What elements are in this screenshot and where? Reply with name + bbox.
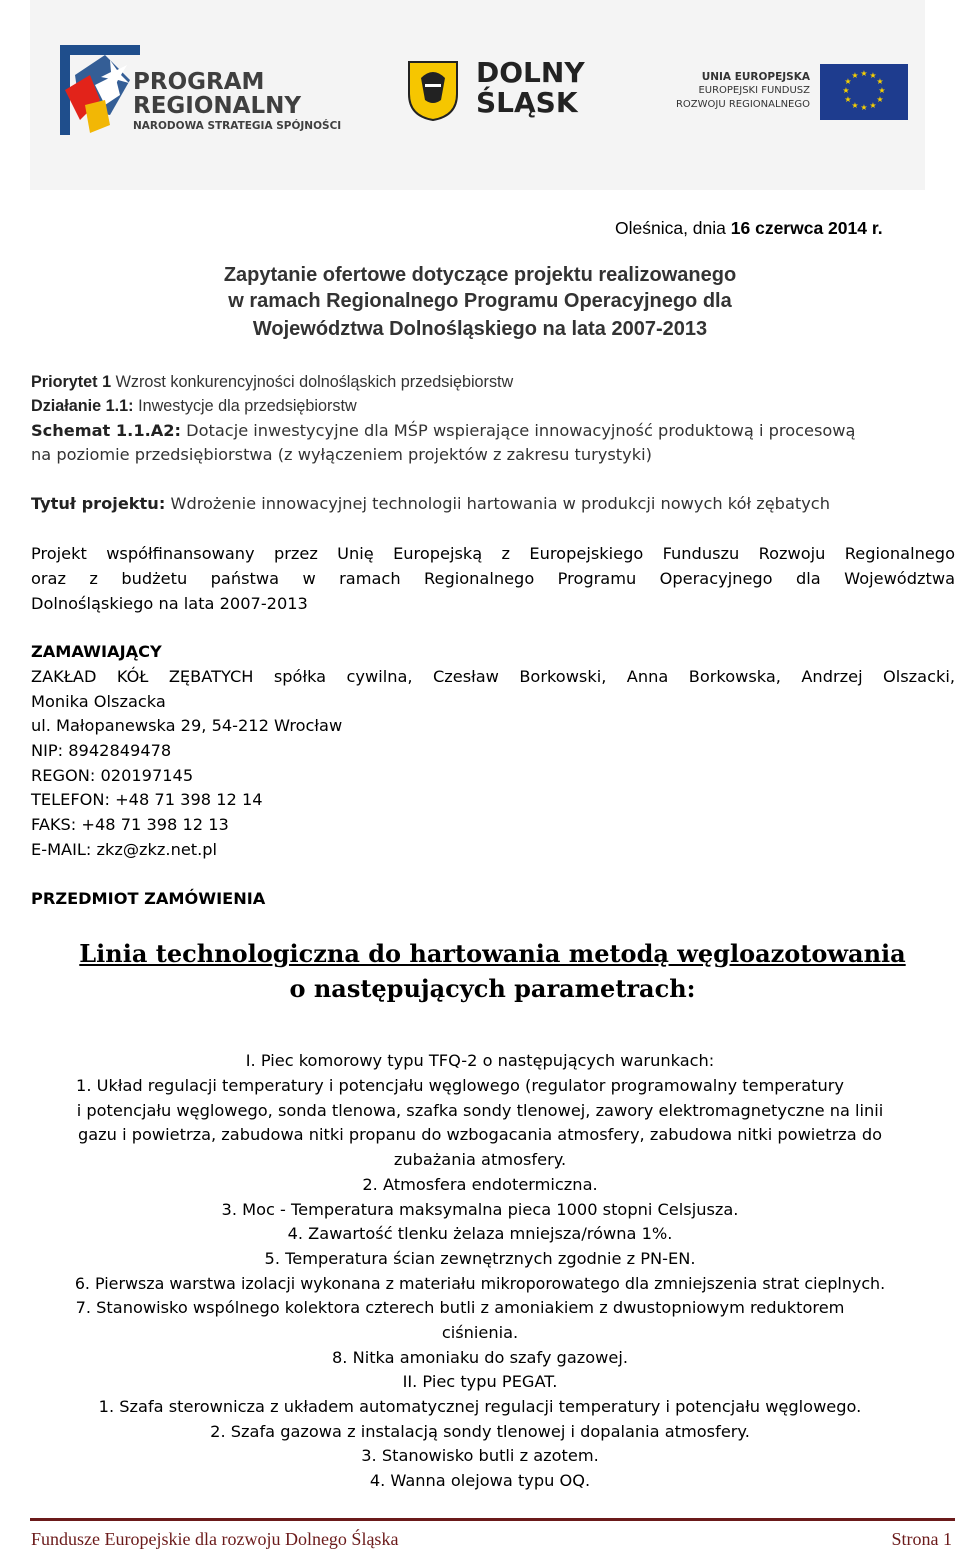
spec-line: 8. Nitka amoniaku do szafy gazowej.: [332, 1348, 628, 1367]
spec-line: gazu i powietrza, zabudowa nitki propanu do wzbogacania atmosfery, zabudowa nitki powietrza do: [77, 1125, 883, 1144]
dolny-slask-logo: DOLNY ŚLĄSK: [476, 56, 585, 119]
spec-line: 2. Atmosfera endotermiczna.: [362, 1175, 598, 1194]
buyer-heading: ZAMAWIAJĄCY: [31, 642, 162, 661]
scheme-line: Schemat 1.1.A2: Dotacje inwestycyjne dla MŚP wspierające innowacyjność produktową i procesową: [31, 421, 856, 440]
cofinance-line-3: Dolnośląskiego na lata 2007-2013: [31, 594, 308, 613]
spec-line: II. Piec typu PEGAT.: [402, 1372, 558, 1391]
svg-text:★: ★: [869, 71, 877, 80]
buyer-phone: TELEFON: +48 71 398 12 14: [31, 790, 263, 809]
spec-line: 2. Szafa gazowa z instalacją sondy tlenowej i dopalania atmosfery.: [210, 1422, 750, 1441]
buyer-email: E-MAIL: zkz@zkz.net.pl: [31, 840, 218, 859]
program-regionalny-logo: PROGRAM REGIONALNY NARODOWA STRATEGIA SPÓJNOŚCI: [133, 69, 342, 132]
eu-flag-icon: [820, 64, 908, 120]
svg-text:★: ★: [878, 86, 886, 95]
spec-line: 7. Stanowisko wspólnego kolektora czterech butli z amoniakiem z dwustopniowym reduktorem: [75, 1298, 845, 1317]
spec-line: 3. Moc - Temperatura maksymalna pieca 1000 stopni Celsjusza.: [221, 1200, 739, 1219]
spec-line: i potencjału węglowego, sonda tlenowa, szafka sondy tlenowej, zawory elektromagnetyczne na linii: [76, 1101, 884, 1120]
cofinance-line-1: Projekt współfinansowany przez Unię Europejską z Europejskiego Funduszu Rozwoju Regionalnego: [31, 544, 955, 563]
svg-text:★: ★: [860, 69, 868, 78]
document-title-line-2: w ramach Regionalnego Programu Operacyjnego dla: [228, 290, 732, 312]
eu-logo-text: UNIA EUROPEJSKA EUROPEJSKI FUNDUSZ ROZWOJU REGIONALNEGO: [675, 71, 810, 110]
subject-title-line-2: o następujących parametrach:: [289, 974, 696, 1003]
document-title-line-1: Zapytanie ofertowe dotyczące projektu realizowanego: [223, 264, 737, 286]
svg-text:★: ★: [876, 95, 884, 104]
buyer-address: ul. Małopanewska 29, 54-212 Wrocław: [31, 716, 343, 735]
buyer-regon: REGON: 020197145: [31, 766, 194, 785]
spec-line: 5. Temperatura ścian zewnętrznych zgodnie z PN-EN.: [264, 1249, 696, 1268]
action-line: Działanie 1.1: Inwestycje dla przedsiębiorstw: [31, 397, 357, 415]
buyer-name: ZAKŁAD KÓŁ ZĘBATYCH spółka cywilna, Czesław Borkowski, Anna Borkowska, Andrzej Olszacki,: [31, 667, 955, 686]
spec-line: I. Piec komorowy typu TFQ-2 o następujących warunkach:: [245, 1051, 715, 1070]
page-number: Strona 1: [891, 1529, 952, 1549]
svg-text:★: ★: [844, 77, 852, 86]
buyer-nip: NIP: 8942849478: [31, 741, 172, 760]
spec-line: 6. Pierwsza warstwa izolacji wykonana z materiału mikroporowatego dla zmniejszenia strat cieplnych.: [74, 1274, 886, 1293]
svg-text:★: ★: [876, 77, 884, 86]
svg-text:★: ★: [842, 86, 850, 95]
spec-line: 1. Szafa sterownicza z układem automatycznej regulacji temperatury i potencjału węglowego.: [98, 1397, 862, 1416]
spec-line: 1. Układ regulacji temperatury i potencjału węglowego (regulator programowalny temperatury: [76, 1076, 844, 1095]
spec-line: zubażania atmosfery.: [393, 1150, 567, 1169]
priority-line: Priorytet 1 Wzrost konkurencyjności dolnośląskich przedsiębiorstw: [31, 373, 514, 391]
buyer-name-2: Monika Olszacka: [31, 692, 166, 711]
spec-line: ciśnienia.: [441, 1323, 519, 1342]
subject-title-line-1: Linia technologiczna do hartowania metodą węgloazotowania: [79, 939, 906, 968]
subject-heading: PRZEDMIOT ZAMÓWIENIA: [31, 889, 266, 908]
program-regionalny-emblem: [55, 45, 145, 140]
spec-line: 3. Stanowisko butli z azotem.: [361, 1446, 599, 1465]
footer-divider: [30, 1518, 955, 1521]
document-date: Oleśnica, dnia 16 czerwca 2014 r.: [615, 218, 883, 238]
svg-text:★: ★: [851, 101, 859, 110]
buyer-fax: FAKS: +48 71 398 12 13: [31, 815, 229, 834]
logo-header: [30, 0, 925, 190]
document-title-line-3: Województwa Dolnośląskiego na lata 2007-2013: [252, 318, 708, 340]
spec-line: 4. Wanna olejowa typu OQ.: [369, 1471, 591, 1490]
footer-title: Fundusze Europejskie dla rozwoju Dolnego Śląska: [31, 1529, 399, 1549]
svg-text:★: ★: [860, 103, 868, 112]
dolny-slask-coat-of-arms: [407, 60, 459, 122]
scheme-line-2: na poziomie przedsiębiorstwa (z wyłączeniem projektów z zakresu turystyki): [31, 445, 652, 464]
spec-line: 4. Zawartość tlenku żelaza mniejsza/równa 1%.: [287, 1224, 673, 1243]
cofinance-line-2: oraz z budżetu państwa w ramach Regionalnego Programu Operacyjnego dla Województwa: [31, 569, 955, 588]
svg-text:★: ★: [851, 71, 859, 80]
svg-text:★: ★: [844, 95, 852, 104]
project-title: Tytuł projektu: Wdrożenie innowacyjnej technologii hartowania w produkcji nowych kół zębatych: [31, 494, 830, 513]
svg-text:★: ★: [869, 101, 877, 110]
